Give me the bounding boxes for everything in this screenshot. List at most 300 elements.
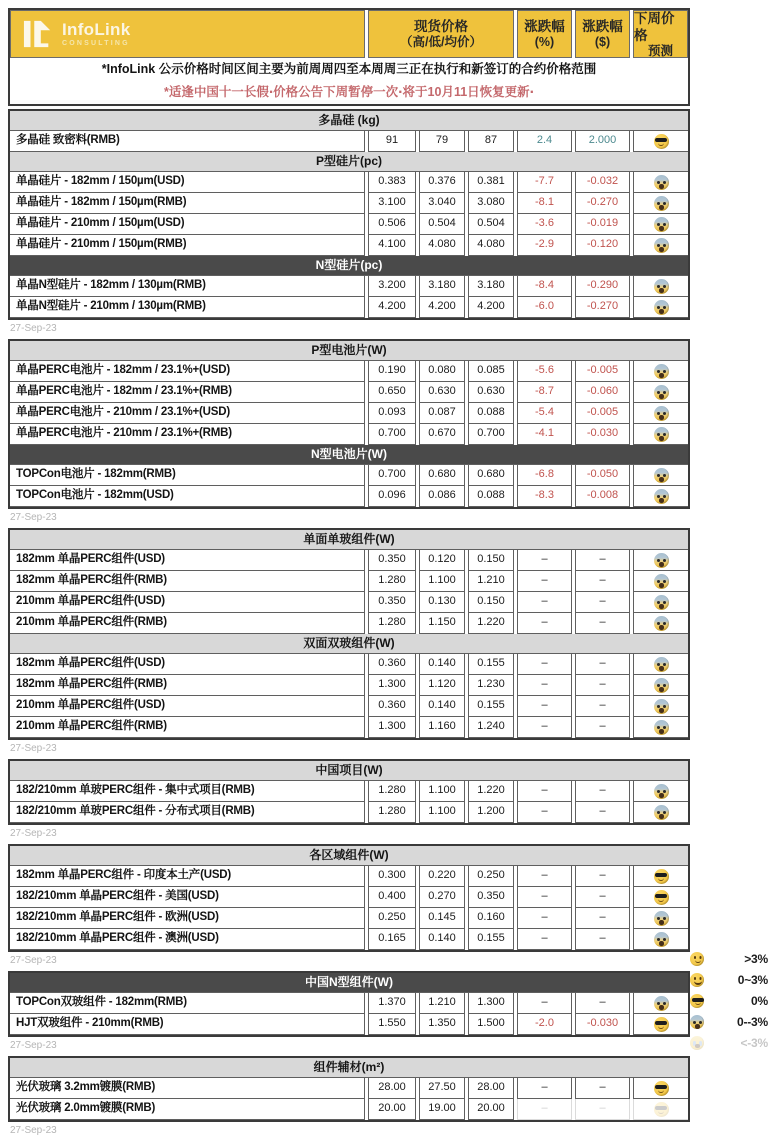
price-high-cell: 1.280 xyxy=(368,613,416,634)
change-pct-cell: – xyxy=(517,1078,572,1099)
change-usd-cell: – xyxy=(575,929,630,950)
forecast-cell xyxy=(633,592,688,613)
price-avg-cell: 1.500 xyxy=(468,1014,514,1035)
change-usd-cell: -0.270 xyxy=(575,193,630,214)
price-low-cell: 19.00 xyxy=(419,1099,465,1120)
price-avg-cell: 0.155 xyxy=(468,696,514,717)
forecast-cell xyxy=(633,550,688,571)
price-avg-cell: 0.088 xyxy=(468,486,514,507)
table-row xyxy=(10,214,688,235)
scream-emoji-icon xyxy=(654,553,669,568)
cry-emoji-icon xyxy=(690,1036,704,1050)
legend-label: 0--3% xyxy=(736,1014,768,1029)
price-avg-cell: 0.250 xyxy=(468,866,514,887)
scream-emoji-icon xyxy=(654,300,669,315)
row-label: 210mm 单晶PERC组件(RMB) xyxy=(10,613,365,634)
change-pct-cell: – xyxy=(517,887,572,908)
column-header-forecast xyxy=(633,10,688,58)
change-usd-cell: – xyxy=(575,781,630,802)
row-label: 单晶PERC电池片 - 210mm / 23.1%+(RMB) xyxy=(10,424,365,445)
price-low-cell: 27.50 xyxy=(419,1078,465,1099)
table-row xyxy=(10,613,688,634)
price-low-cell: 0.140 xyxy=(419,654,465,675)
column-header-spot-price xyxy=(368,10,514,58)
price-table-blocks xyxy=(8,109,690,1138)
section-header: P型硅片(pc) xyxy=(10,152,688,172)
price-high-cell: 1.280 xyxy=(368,781,416,802)
price-low-cell: 1.150 xyxy=(419,613,465,634)
section-header: 中国N型组件(W) xyxy=(10,973,688,993)
price-avg-cell: 0.155 xyxy=(468,929,514,950)
change-usd-cell: – xyxy=(575,887,630,908)
price-avg-cell: 0.088 xyxy=(468,403,514,424)
forecast-cell xyxy=(633,131,688,152)
price-low-cell: 0.670 xyxy=(419,424,465,445)
change-usd-cell: – xyxy=(575,592,630,613)
price-high-cell: 0.190 xyxy=(368,361,416,382)
scream-emoji-icon xyxy=(654,468,669,483)
scream-emoji-icon xyxy=(654,595,669,610)
change-usd-cell: -0.030 xyxy=(575,424,630,445)
price-high-cell: 1.280 xyxy=(368,802,416,823)
legend-label: >3% xyxy=(744,951,768,966)
price-high-cell: 0.250 xyxy=(368,908,416,929)
table-row xyxy=(10,654,688,675)
price-avg-cell: 0.150 xyxy=(468,550,514,571)
price-low-cell: 1.100 xyxy=(419,571,465,592)
change-pct-cell: -7.7 xyxy=(517,172,572,193)
row-label: TOPCon双玻组件 - 182mm(RMB) xyxy=(10,993,365,1014)
forecast-cell xyxy=(633,781,688,802)
legend-item xyxy=(690,948,768,969)
infolink-logo-icon xyxy=(23,19,53,49)
price-high-cell: 0.360 xyxy=(368,654,416,675)
price-low-cell: 0.130 xyxy=(419,592,465,613)
price-low-cell: 0.120 xyxy=(419,550,465,571)
row-label: TOPCon电池片 - 182mm(USD) xyxy=(10,486,365,507)
row-label: 单晶PERC电池片 - 182mm / 23.1%+(RMB) xyxy=(10,382,365,403)
price-avg-cell: 4.200 xyxy=(468,297,514,318)
price-high-cell: 3.200 xyxy=(368,276,416,297)
price-avg-cell: 0.630 xyxy=(468,382,514,403)
price-high-cell: 0.165 xyxy=(368,929,416,950)
price-high-cell: 0.360 xyxy=(368,696,416,717)
forecast-cell xyxy=(633,571,688,592)
scream-emoji-icon xyxy=(654,406,669,421)
price-high-cell: 0.650 xyxy=(368,382,416,403)
row-label: 多晶硅 致密料(RMB) xyxy=(10,131,365,152)
spot-price-sub: （高/低/均价） xyxy=(400,35,482,49)
forecast-cell xyxy=(633,802,688,823)
row-label: 单晶硅片 - 182mm / 150µm(USD) xyxy=(10,172,365,193)
section-header: 各区域组件(W) xyxy=(10,846,688,866)
sunglasses-emoji-icon xyxy=(654,1102,669,1117)
sunglasses-emoji-icon xyxy=(654,890,669,905)
section-header: P型电池片(W) xyxy=(10,341,688,361)
scream-emoji-icon xyxy=(654,657,669,672)
change-usd-cell: -0.050 xyxy=(575,465,630,486)
legend-item xyxy=(690,1032,768,1053)
legend-item xyxy=(690,969,768,990)
forecast-cell xyxy=(633,929,688,950)
price-high-cell: 0.300 xyxy=(368,866,416,887)
price-table-block xyxy=(8,339,690,509)
table-row xyxy=(10,297,688,318)
scream-emoji-icon xyxy=(654,699,669,714)
section-header: 双面双玻组件(W) xyxy=(10,634,688,654)
scream-emoji-icon xyxy=(654,217,669,232)
infolink-logo xyxy=(10,10,365,58)
sunglasses-emoji-icon xyxy=(690,994,704,1008)
change-usd-cell: -0.005 xyxy=(575,403,630,424)
price-period-note: *InfoLink 公示价格时间区间主要为前周周四至本周周三正在执行和新签订的合约价格范围 xyxy=(101,62,597,76)
price-high-cell: 0.700 xyxy=(368,424,416,445)
forecast-cell xyxy=(633,696,688,717)
price-high-cell: 1.280 xyxy=(368,571,416,592)
forecast-cell xyxy=(633,613,688,634)
table-row xyxy=(10,361,688,382)
change-pct-cell: -8.1 xyxy=(517,193,572,214)
scream-emoji-icon xyxy=(654,427,669,442)
change-usd-cell: – xyxy=(575,717,630,738)
change-pct-title: 涨跌幅 xyxy=(524,19,565,34)
price-low-cell: 0.504 xyxy=(419,214,465,235)
price-table-block xyxy=(8,844,690,952)
forecast-cell xyxy=(633,654,688,675)
forecast-cell xyxy=(633,465,688,486)
scream-emoji-icon xyxy=(654,932,669,947)
sunglasses-emoji-icon xyxy=(654,1017,669,1032)
change-usd-cell: – xyxy=(575,696,630,717)
table-row xyxy=(10,571,688,592)
table-row xyxy=(10,424,688,445)
price-high-cell: 4.100 xyxy=(368,235,416,256)
brand-subtitle: CONSULTING xyxy=(62,39,130,47)
price-table-block xyxy=(8,528,690,740)
price-low-cell: 0.376 xyxy=(419,172,465,193)
table-row xyxy=(10,382,688,403)
price-high-cell: 1.300 xyxy=(368,717,416,738)
scream-emoji-icon xyxy=(654,196,669,211)
legend-label: 0~3% xyxy=(737,972,768,987)
price-avg-cell: 0.155 xyxy=(468,654,514,675)
forecast-cell xyxy=(633,1078,688,1099)
change-usd-cell: -0.290 xyxy=(575,276,630,297)
change-usd-cell: – xyxy=(575,571,630,592)
price-avg-cell: 0.680 xyxy=(468,465,514,486)
legend-item xyxy=(690,990,768,1011)
change-usd-cell: 2.000 xyxy=(575,131,630,152)
price-low-cell: 0.080 xyxy=(419,361,465,382)
change-usd-cell: -0.005 xyxy=(575,361,630,382)
forecast-cell xyxy=(633,717,688,738)
table-row xyxy=(10,866,688,887)
price-avg-cell: 1.210 xyxy=(468,571,514,592)
row-label: 182mm 单晶PERC组件(RMB) xyxy=(10,675,365,696)
change-usd-cell: -0.060 xyxy=(575,382,630,403)
price-high-cell: 91 xyxy=(368,131,416,152)
table-row xyxy=(10,1078,688,1099)
scream-emoji-icon xyxy=(654,279,669,294)
date-label: 27-Sep-23 xyxy=(10,828,57,839)
price-avg-cell: 1.220 xyxy=(468,781,514,802)
forecast-cell xyxy=(633,1099,688,1120)
row-label: 182mm 单晶PERC组件(USD) xyxy=(10,550,365,571)
price-low-cell: 3.040 xyxy=(419,193,465,214)
price-high-cell: 0.096 xyxy=(368,486,416,507)
price-low-cell: 0.145 xyxy=(419,908,465,929)
price-avg-cell: 20.00 xyxy=(468,1099,514,1120)
price-avg-cell: 0.150 xyxy=(468,592,514,613)
brand-text xyxy=(62,21,131,48)
price-table-block xyxy=(8,109,690,320)
forecast-title-line2: 预测 xyxy=(647,43,673,58)
scream-emoji-icon xyxy=(654,784,669,799)
price-low-cell: 1.210 xyxy=(419,993,465,1014)
row-label: 单晶硅片 - 210mm / 150µm(USD) xyxy=(10,214,365,235)
row-label: 单晶N型硅片 - 182mm / 130µm(RMB) xyxy=(10,276,365,297)
section-header: N型硅片(pc) xyxy=(10,256,688,276)
row-label: 182/210mm 单晶PERC组件 - 美国(USD) xyxy=(10,887,365,908)
change-pct-cell: – xyxy=(517,696,572,717)
legend-label: <-3% xyxy=(740,1035,768,1050)
price-high-cell: 3.100 xyxy=(368,193,416,214)
table-row xyxy=(10,235,688,256)
price-high-cell: 28.00 xyxy=(368,1078,416,1099)
table-row xyxy=(10,193,688,214)
change-pct-cell: -6.0 xyxy=(517,297,572,318)
sunglasses-emoji-icon xyxy=(654,869,669,884)
scream-emoji-icon xyxy=(654,616,669,631)
forecast-cell xyxy=(633,297,688,318)
change-pct-cell: – xyxy=(517,592,572,613)
change-usd-cell: – xyxy=(575,654,630,675)
table-row xyxy=(10,486,688,507)
change-usd-cell: – xyxy=(575,802,630,823)
price-low-cell: 0.270 xyxy=(419,887,465,908)
price-avg-cell: 1.230 xyxy=(468,675,514,696)
change-usd-unit: ($) xyxy=(594,35,611,49)
change-usd-cell: – xyxy=(575,1078,630,1099)
change-pct-cell: 2.4 xyxy=(517,131,572,152)
scream-emoji-icon xyxy=(654,996,669,1011)
forecast-cell xyxy=(633,866,688,887)
scream-emoji-icon xyxy=(654,238,669,253)
header-block xyxy=(8,8,690,106)
price-avg-cell: 87 xyxy=(468,131,514,152)
forecast-cell xyxy=(633,193,688,214)
slight-emoji-icon xyxy=(690,952,704,966)
table-row xyxy=(10,403,688,424)
table-row xyxy=(10,276,688,297)
price-avg-cell: 4.080 xyxy=(468,235,514,256)
change-usd-title: 涨跌幅 xyxy=(582,19,623,34)
price-low-cell: 0.630 xyxy=(419,382,465,403)
forecast-legend xyxy=(690,948,768,1053)
change-usd-cell: – xyxy=(575,550,630,571)
change-usd-cell: -0.030 xyxy=(575,1014,630,1035)
change-usd-cell: -0.032 xyxy=(575,172,630,193)
forecast-cell xyxy=(633,361,688,382)
price-low-cell: 1.100 xyxy=(419,781,465,802)
spot-price-title: 现货价格 xyxy=(414,19,468,34)
forecast-cell xyxy=(633,276,688,297)
forecast-cell xyxy=(633,424,688,445)
price-table-block xyxy=(8,759,690,825)
change-pct-cell: – xyxy=(517,717,572,738)
scream-emoji-icon xyxy=(654,489,669,504)
change-pct-cell: – xyxy=(517,929,572,950)
row-label: 单晶硅片 - 210mm / 150µm(RMB) xyxy=(10,235,365,256)
forecast-cell xyxy=(633,235,688,256)
forecast-cell xyxy=(633,993,688,1014)
change-pct-cell: -6.8 xyxy=(517,465,572,486)
row-label: 光伏玻璃 3.2mm镀膜(RMB) xyxy=(10,1078,365,1099)
price-low-cell: 0.140 xyxy=(419,696,465,717)
price-avg-cell: 0.085 xyxy=(468,361,514,382)
date-label: 27-Sep-23 xyxy=(10,323,57,334)
scream-emoji-icon xyxy=(654,364,669,379)
table-row xyxy=(10,781,688,802)
forecast-cell xyxy=(633,908,688,929)
table-row xyxy=(10,929,688,950)
smile-emoji-icon xyxy=(690,973,704,987)
change-usd-cell: – xyxy=(575,675,630,696)
price-high-cell: 0.350 xyxy=(368,550,416,571)
content-column xyxy=(8,8,690,1141)
forecast-cell xyxy=(633,214,688,235)
forecast-cell xyxy=(633,403,688,424)
change-usd-cell: – xyxy=(575,908,630,929)
row-label: 单晶PERC电池片 - 182mm / 23.1%+(USD) xyxy=(10,361,365,382)
price-low-cell: 4.080 xyxy=(419,235,465,256)
forecast-title-line1: 下周价格 xyxy=(634,10,675,43)
price-low-cell: 0.087 xyxy=(419,403,465,424)
price-high-cell: 20.00 xyxy=(368,1099,416,1120)
price-avg-cell: 0.350 xyxy=(468,887,514,908)
table-row xyxy=(10,465,688,486)
holiday-pause-note: *适逢中国十一长假‧价格公告下周暂停一次‧将于10月11日恢复更新‧ xyxy=(163,85,535,99)
change-usd-cell: -0.019 xyxy=(575,214,630,235)
table-row xyxy=(10,696,688,717)
change-usd-cell: – xyxy=(575,866,630,887)
price-high-cell: 0.093 xyxy=(368,403,416,424)
price-high-cell: 1.550 xyxy=(368,1014,416,1035)
change-pct-cell: -5.6 xyxy=(517,361,572,382)
price-avg-cell: 0.504 xyxy=(468,214,514,235)
change-pct-cell: -8.4 xyxy=(517,276,572,297)
price-table-block xyxy=(8,1056,690,1122)
row-label: TOPCon电池片 - 182mm(RMB) xyxy=(10,465,365,486)
row-label: 210mm 单晶PERC组件(USD) xyxy=(10,696,365,717)
table-row xyxy=(10,172,688,193)
row-label: 182/210mm 单晶PERC组件 - 欧洲(USD) xyxy=(10,908,365,929)
price-high-cell: 4.200 xyxy=(368,297,416,318)
change-pct-cell: – xyxy=(517,993,572,1014)
scream-emoji-icon xyxy=(654,678,669,693)
change-pct-cell: – xyxy=(517,1099,572,1120)
price-avg-cell: 0.160 xyxy=(468,908,514,929)
table-row xyxy=(10,1099,688,1120)
table-row xyxy=(10,592,688,613)
change-pct-cell: – xyxy=(517,571,572,592)
forecast-cell xyxy=(633,675,688,696)
table-row xyxy=(10,717,688,738)
price-avg-cell: 0.381 xyxy=(468,172,514,193)
legend-label: 0% xyxy=(751,993,768,1008)
price-low-cell: 1.160 xyxy=(419,717,465,738)
change-pct-cell: -3.6 xyxy=(517,214,572,235)
scream-emoji-icon xyxy=(654,175,669,190)
change-usd-cell: -0.120 xyxy=(575,235,630,256)
change-pct-cell: – xyxy=(517,781,572,802)
column-header-row xyxy=(10,10,688,58)
table-row xyxy=(10,1014,688,1035)
column-header-change-usd xyxy=(575,10,630,58)
section-header: 中国项目(W) xyxy=(10,761,688,781)
change-pct-cell: – xyxy=(517,654,572,675)
change-pct-cell: -4.1 xyxy=(517,424,572,445)
section-header: 单面单玻组件(W) xyxy=(10,530,688,550)
row-label: 182mm 单晶PERC组件 - 印度本土产(USD) xyxy=(10,866,365,887)
price-low-cell: 0.140 xyxy=(419,929,465,950)
row-label: 单晶PERC电池片 - 210mm / 23.1%+(USD) xyxy=(10,403,365,424)
scream-emoji-icon xyxy=(654,385,669,400)
table-row xyxy=(10,550,688,571)
price-low-cell: 0.086 xyxy=(419,486,465,507)
date-label: 27-Sep-23 xyxy=(10,1040,57,1051)
price-high-cell: 0.383 xyxy=(368,172,416,193)
price-low-cell: 1.100 xyxy=(419,802,465,823)
change-pct-cell: – xyxy=(517,675,572,696)
change-pct-cell: – xyxy=(517,908,572,929)
price-high-cell: 0.700 xyxy=(368,465,416,486)
section-header: 组件辅材(m²) xyxy=(10,1058,688,1078)
price-avg-cell: 1.240 xyxy=(468,717,514,738)
row-label: 210mm 单晶PERC组件(USD) xyxy=(10,592,365,613)
price-low-cell: 79 xyxy=(419,131,465,152)
sunglasses-emoji-icon xyxy=(654,1081,669,1096)
legend-item xyxy=(690,1011,768,1032)
forecast-cell xyxy=(633,887,688,908)
table-row xyxy=(10,993,688,1014)
change-pct-cell: -8.3 xyxy=(517,486,572,507)
table-row xyxy=(10,887,688,908)
forecast-cell xyxy=(633,172,688,193)
price-low-cell: 4.200 xyxy=(419,297,465,318)
row-label: 182/210mm 单晶PERC组件 - 澳洲(USD) xyxy=(10,929,365,950)
scream-emoji-icon xyxy=(654,720,669,735)
price-high-cell: 0.506 xyxy=(368,214,416,235)
change-pct-cell: -8.7 xyxy=(517,382,572,403)
change-usd-cell: – xyxy=(575,613,630,634)
price-high-cell: 1.300 xyxy=(368,675,416,696)
row-label: 182mm 单晶PERC组件(USD) xyxy=(10,654,365,675)
change-usd-cell: -0.008 xyxy=(575,486,630,507)
change-usd-cell: – xyxy=(575,1099,630,1120)
price-table-block xyxy=(8,971,690,1037)
price-high-cell: 0.350 xyxy=(368,592,416,613)
change-pct-unit: (%) xyxy=(534,35,555,49)
row-label: 单晶硅片 - 182mm / 150µm(RMB) xyxy=(10,193,365,214)
price-avg-cell: 1.200 xyxy=(468,802,514,823)
scream-emoji-icon xyxy=(690,1015,704,1029)
price-low-cell: 1.120 xyxy=(419,675,465,696)
price-avg-cell: 3.080 xyxy=(468,193,514,214)
price-avg-cell: 1.300 xyxy=(468,993,514,1014)
row-label: 182/210mm 单玻PERC组件 - 集中式项目(RMB) xyxy=(10,781,365,802)
change-pct-cell: – xyxy=(517,613,572,634)
